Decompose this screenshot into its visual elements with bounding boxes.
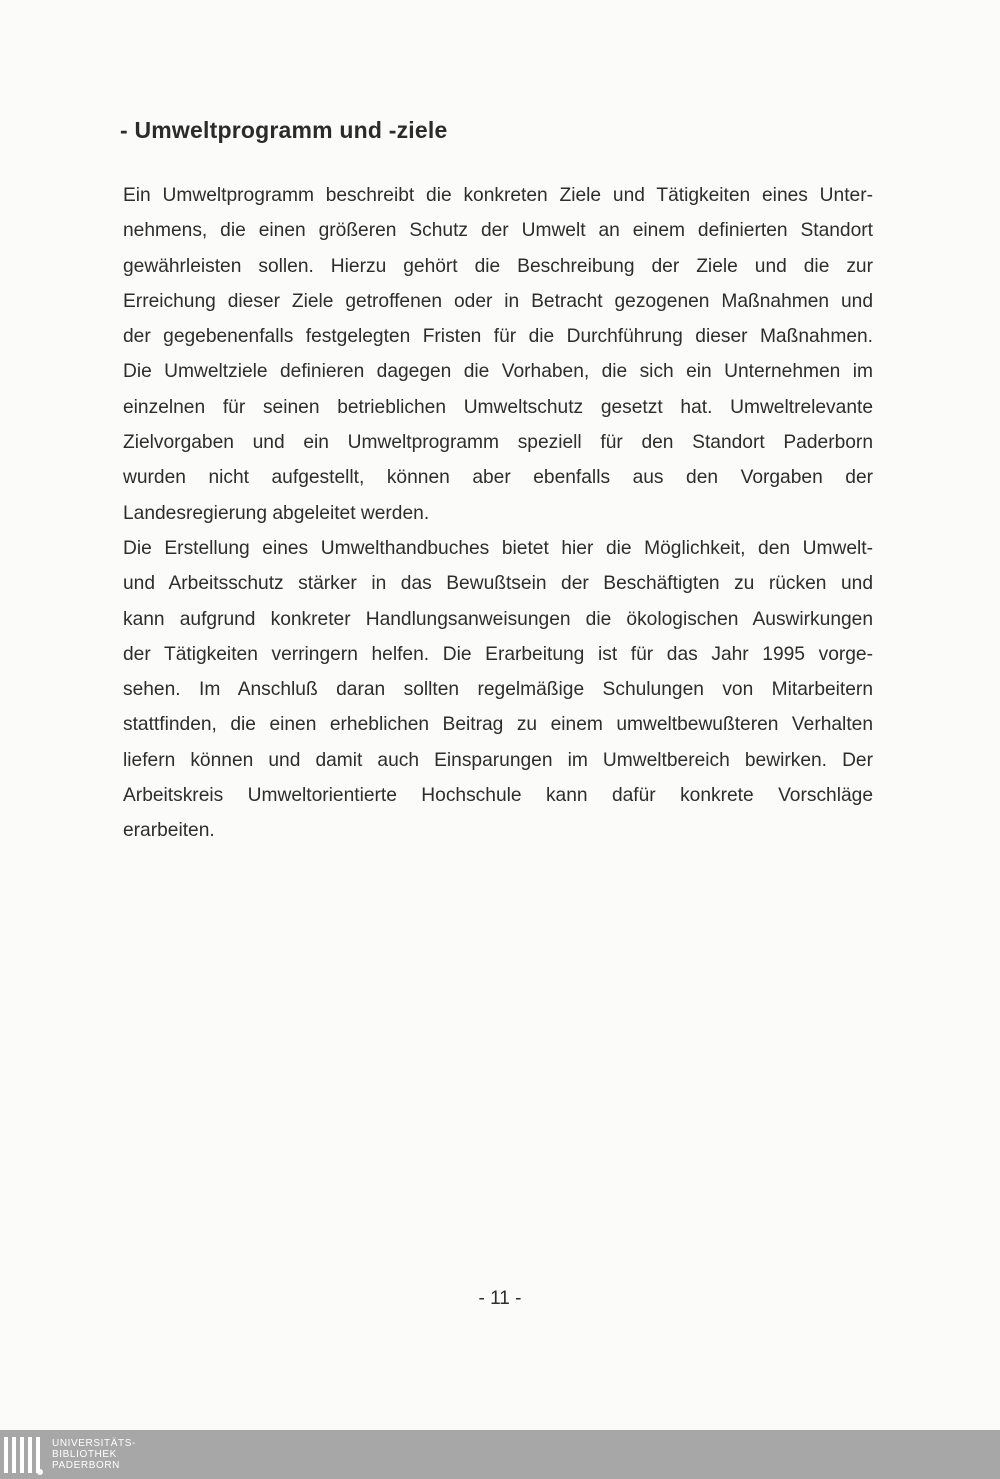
text-line: wurden nicht aufgestellt, können aber ebenfalls aus den Vorgaben der — [123, 467, 873, 489]
text-line: stattfinden, die einen erheblichen Beitrag zu einem umweltbewußteren Verhalten — [123, 714, 873, 736]
text-line: und Arbeitsschutz stärker in das Bewußtsein der Beschäftigten zu rücken und — [123, 573, 873, 595]
text-line: Zielvorgaben und ein Umweltprogramm speziell für den Standort Paderborn — [123, 432, 873, 454]
text-line: der gegebenenfalls festgelegten Fristen für die Durchführung dieser Maßnahmen. — [123, 326, 873, 348]
text-line: Erreichung dieser Ziele getroffenen oder in Betracht gezogenen Maßnahmen und — [123, 290, 873, 312]
library-footer-bar — [0, 1430, 1000, 1479]
library-name — [52, 1438, 136, 1471]
library-name-line: BIBLIOTHEK — [52, 1449, 117, 1460]
text-line: Landesregierung abgeleitet werden. — [123, 502, 430, 524]
text-line: kann aufgrund konkreter Handlungsanweisungen die ökologischen Auswirkungen — [123, 608, 873, 630]
text-line: nehmens, die einen größeren Schutz der Umwelt an einem definierten Standort — [123, 220, 873, 242]
text-line: Ein Umweltprogramm beschreibt die konkreten Ziele und Tätigkeiten eines Unter- — [123, 185, 873, 206]
library-logo — [0, 1430, 136, 1479]
text-line: einzelnen für seinen betrieblichen Umweltschutz gesetzt hat. Umweltrelevante — [123, 396, 873, 418]
page-number: - 11 - — [478, 1288, 522, 1309]
text-line: Die Umweltziele definieren dagegen die Vorhaben, die sich ein Unternehmen im — [123, 361, 873, 383]
text-line: gewährleisten sollen. Hierzu gehört die Beschreibung der Ziele und die zur — [123, 255, 873, 277]
text-line: erarbeiten. — [123, 820, 215, 842]
text-line: Arbeitskreis Umweltorientierte Hochschule kann dafür konkrete Vorschläge — [123, 785, 873, 807]
library-name-line: UNIVERSITÄTS- — [52, 1438, 136, 1449]
text-line: liefern können und damit auch Einsparungen im Umweltbereich bewirken. Der — [123, 749, 873, 771]
text-line: Die Erstellung eines Umwelthandbuches bietet hier die Möglichkeit, den Umwelt- — [123, 537, 873, 559]
body-text — [123, 178, 873, 849]
text-line: der Tätigkeiten verringern helfen. Die Erarbeitung ist für das Jahr 1995 vorge- — [123, 643, 873, 665]
library-name-line: PADERBORN — [52, 1460, 121, 1471]
text-line: sehen. Im Anschluß daran sollten regelmäßige Schulungen von Mitarbeitern — [123, 679, 873, 701]
logo-dot-icon — [37, 1469, 43, 1475]
library-bars-logo-icon — [4, 1437, 40, 1473]
section-heading: - Umweltprogramm und -ziele — [120, 117, 448, 143]
